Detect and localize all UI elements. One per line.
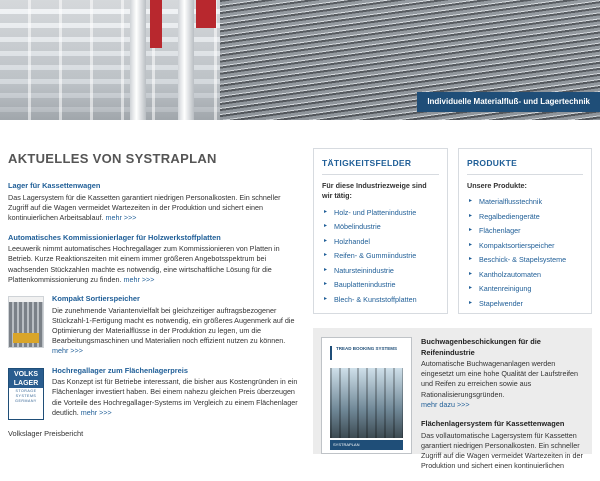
industry-link[interactable]: ▸ Holz- und Plattenindustrie: [322, 208, 439, 218]
news-text: Das Lagersystem für die Kassetten garantiert niedrigen Personalkosten. Ein schneller Zugriff auf die Wagen vermeidet Wartezeiten in der Produktion und sichert einen kontinuierlichen Arbeitsablauf.: [8, 192, 281, 223]
promo-title[interactable]: Buchwagenbeschickungen für die Reifenindustrie: [421, 337, 541, 357]
industry-link[interactable]: ▸ Blech- & Kunststoffplatten: [322, 295, 439, 305]
news-item: [8, 233, 298, 285]
industry-link[interactable]: ▸ Möbelindustrie: [322, 222, 439, 232]
product-link[interactable]: ▸ Beschick- & Stapelsysteme: [467, 255, 583, 265]
produkte-intro: Unsere Produkte:: [467, 181, 527, 191]
product-link[interactable]: ▸ Kantholzautomaten: [467, 270, 583, 280]
promo-title[interactable]: Flächenlagersystem für Kassettenwagen: [421, 419, 565, 429]
industry-link[interactable]: ▸ Reifen- & Gummiindustrie: [322, 251, 439, 261]
product-link[interactable]: ▸ Kompaktsortierspeicher: [467, 241, 583, 251]
hero-banner: Individuelle Materialfluß- und Lagertechnik: [417, 92, 600, 112]
taetigkeitsfelder-box: [313, 148, 448, 314]
news-title[interactable]: Lager für Kassettenwagen: [8, 181, 101, 191]
industry-link[interactable]: ▸ Holzhandel: [322, 237, 439, 247]
read-more-link[interactable]: mehr >>>: [105, 213, 137, 223]
hero-crane-red: [196, 0, 216, 28]
industry-link[interactable]: ▸ Bauplattenindustrie: [322, 280, 439, 290]
product-link[interactable]: ▸ Regalbediengeräte: [467, 212, 583, 222]
promo-text: Das vollautomatische Lagersystem für Kassetten garantiert niedrigen Personalkosten. Ein schneller Zugriff auf die Wagen vermeidet Wartezeiten in der Produktion und sichert einen kontinuierlichen: [421, 430, 583, 471]
read-more-link[interactable]: mehr >>>: [123, 274, 155, 284]
promo-panel: [313, 328, 592, 471]
read-more-link[interactable]: mehr >>>: [52, 346, 83, 356]
hero-image: [0, 0, 600, 120]
produkte-list: [467, 197, 583, 309]
volkslager-logo[interactable]: VOLKS LAGER STORAGE SYSTEMS GERMANY: [8, 368, 44, 420]
news-text: Die zunehmende Variantenvielfalt bei gleichzeitiger auftragsbezogener Stückzahl-1-Fertigung macht es notwendig, ein größeres Augenmerk auf die Optimierung der Materialflüsse in der Produktion zu legen, um die Bearbeitungsmaschinen und Materialien noch effizient nutzen zu können.: [52, 305, 295, 346]
product-link[interactable]: ▸ Materialflusstechnik: [467, 197, 583, 207]
brochure-photo: [330, 368, 403, 438]
news-section: [8, 150, 298, 448]
product-link[interactable]: ▸ Stapelwender: [467, 299, 583, 309]
taetigkeitsfelder-intro: Für diese Industriezweige sind wir tätig:: [322, 181, 427, 201]
news-thumbnail[interactable]: [8, 296, 44, 348]
industry-link[interactable]: ▸ Natursteinindustrie: [322, 266, 439, 276]
produkte-box: [458, 148, 592, 314]
news-item: [8, 181, 298, 223]
hero-column: [178, 0, 194, 120]
news-item: [8, 366, 298, 420]
hero-crane-red: [150, 0, 162, 48]
brochure-title: TREAD BOOKING SYSTEMS: [330, 346, 403, 360]
product-link[interactable]: ▸ Flächenlager: [467, 226, 583, 236]
news-text: Leeuwerik nimmt automatisches Hochregallager zum Kommissionieren von Platten in Betrieb. Kurze Reaktionszeiten mit einem immer größeren Angebotsspektrum bei wachsenden Stückzahlen machte es notwendig, eine wirtschaftliche Lösung für die Plattenkommissionierung zu finden.: [8, 244, 280, 284]
taetigkeitsfelder-heading: TÄTIGKEITSFELDER: [322, 157, 439, 175]
promo-text: Automatische Buchwagenanlagen werden eingesetzt um eine hohe Qualität der Laufstreifen und Reifen zu erreichen sowie aus Rationalisierungsgründen.: [421, 359, 579, 399]
news-text: Das Konzept ist für Betriebe interessant, die bisher aus Kostengründen in ein Flächenlager investiert haben. Bei einem nahezu gleichen Preis überzeugen die Vorteile des Hochregallager-Systems im Vergleich zu einem Flächenlager deutlich.: [52, 377, 298, 417]
news-item: [8, 429, 298, 440]
product-link[interactable]: ▸ Kantenreinigung: [467, 284, 583, 294]
news-item: [8, 294, 298, 357]
news-title[interactable]: Automatisches Kommissionierlager für Holzwerkstoffplatten: [8, 232, 221, 242]
page-title: AKTUELLES VON SYSTRAPLAN: [8, 151, 217, 166]
news-title[interactable]: Kompakt Sortierspeicher: [52, 294, 140, 304]
taetigkeitsfelder-list: [322, 208, 439, 305]
read-more-link[interactable]: mehr dazu >>>: [421, 399, 470, 409]
brochure-footer: SYSTRAPLAN: [330, 440, 403, 450]
read-more-link[interactable]: mehr >>>: [80, 407, 112, 417]
produkte-heading: PRODUKTE: [467, 157, 583, 175]
news-title[interactable]: Volkslager Preisbericht: [8, 428, 84, 438]
brochure-image[interactable]: [321, 337, 412, 454]
hero-column: [130, 0, 146, 120]
news-title[interactable]: Hochregallager zum Flächenlagerpreis: [52, 365, 188, 375]
